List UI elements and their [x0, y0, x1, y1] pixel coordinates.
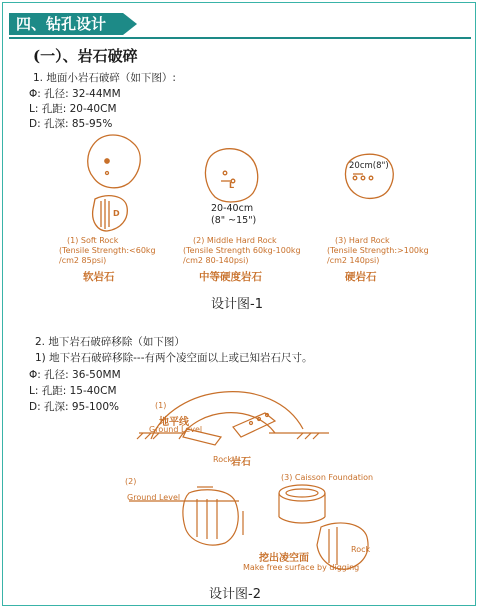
soft-rock-D: D: [113, 209, 120, 218]
ground-level-en-2: Ground Level: [127, 493, 181, 502]
ground-level-en: Ground Level: [149, 425, 203, 434]
figure1-caption: 设计图-1: [211, 297, 263, 312]
page-frame: [2, 2, 476, 606]
rock3-label: Rock: [351, 545, 371, 554]
middle-rock-L: L: [229, 181, 235, 190]
part1-heading: 1. 地面小岩石破碎（如下图）:: [33, 72, 176, 84]
part2-spec-diameter: Φ: 孔径: 36-50MM: [29, 369, 121, 381]
middle-rock-caption-3: /cm2 80-140psi): [183, 256, 249, 265]
soft-rock-caption-1: (1) Soft Rock: [67, 236, 119, 245]
part2-sub-heading: 1) 地下岩石破碎移除---有两个凌空面以上或已知岩石尺寸。: [35, 352, 313, 364]
rock-2: [183, 490, 238, 545]
middle-rock-caption-2: (Tensile Strength 60kg-100kg: [183, 246, 301, 255]
soft-rock-cn: 软岩石: [83, 271, 115, 283]
hard-rock-caption-3: /cm2 140psi): [327, 256, 380, 265]
ground-level-cn: 地平线: [159, 417, 189, 428]
free-surface-en: Make free surface by digging: [243, 563, 360, 572]
part2-spec-spacing: L: 孔距: 15-40CM: [29, 385, 117, 397]
part1-spec-depth: D: 孔深: 85-95%: [29, 118, 113, 130]
figure2-label2: (2): [125, 477, 137, 486]
part1-spec-spacing: L: 孔距: 20-40CM: [29, 103, 117, 115]
middle-rock-caption-1: (2) Middle Hard Rock: [193, 236, 277, 245]
part2-spec-depth: D: 孔深: 95-100%: [29, 401, 120, 413]
hard-rock-cn: 硬岩石: [345, 271, 377, 283]
hard-rock-caption-1: (3) Hard Rock: [335, 236, 390, 245]
soft-rock-caption-2: (Tensile Strength:<60kg: [59, 246, 156, 255]
middle-rock-cn: 中等硬度岩石: [199, 271, 262, 283]
sub-title: (一）、岩石破碎: [33, 47, 138, 65]
rock-label-cn: 岩石: [231, 457, 251, 468]
part1-spec-diameter: Φ: 孔径: 32-44MM: [29, 88, 121, 100]
part2-heading: 2. 地下岩石破碎移除（如下图）: [35, 336, 185, 348]
figure2-label3: (3) Caisson Foundation: [281, 473, 374, 482]
hard-rock-caption-2: (Tensile Strength:>100kg: [327, 246, 429, 255]
middle-rock-dimension-inch: (8" ~15"): [211, 215, 257, 226]
middle-rock-dimension: 20-40cm: [211, 203, 254, 214]
free-surface-cn: 挖出凌空面: [259, 553, 309, 564]
figure2-caption: 设计图-2: [209, 587, 261, 602]
section-header-text: 四、钻孔设计: [16, 15, 107, 33]
rock-label-en: Rock: [213, 455, 233, 464]
soft-rock-caption-3: /cm2 85psi): [59, 256, 107, 265]
hard-rock-dimension: 20cm(8"): [349, 161, 389, 171]
figure2-label1: (1): [155, 401, 167, 410]
figure2-sketch: [3, 3, 477, 607]
